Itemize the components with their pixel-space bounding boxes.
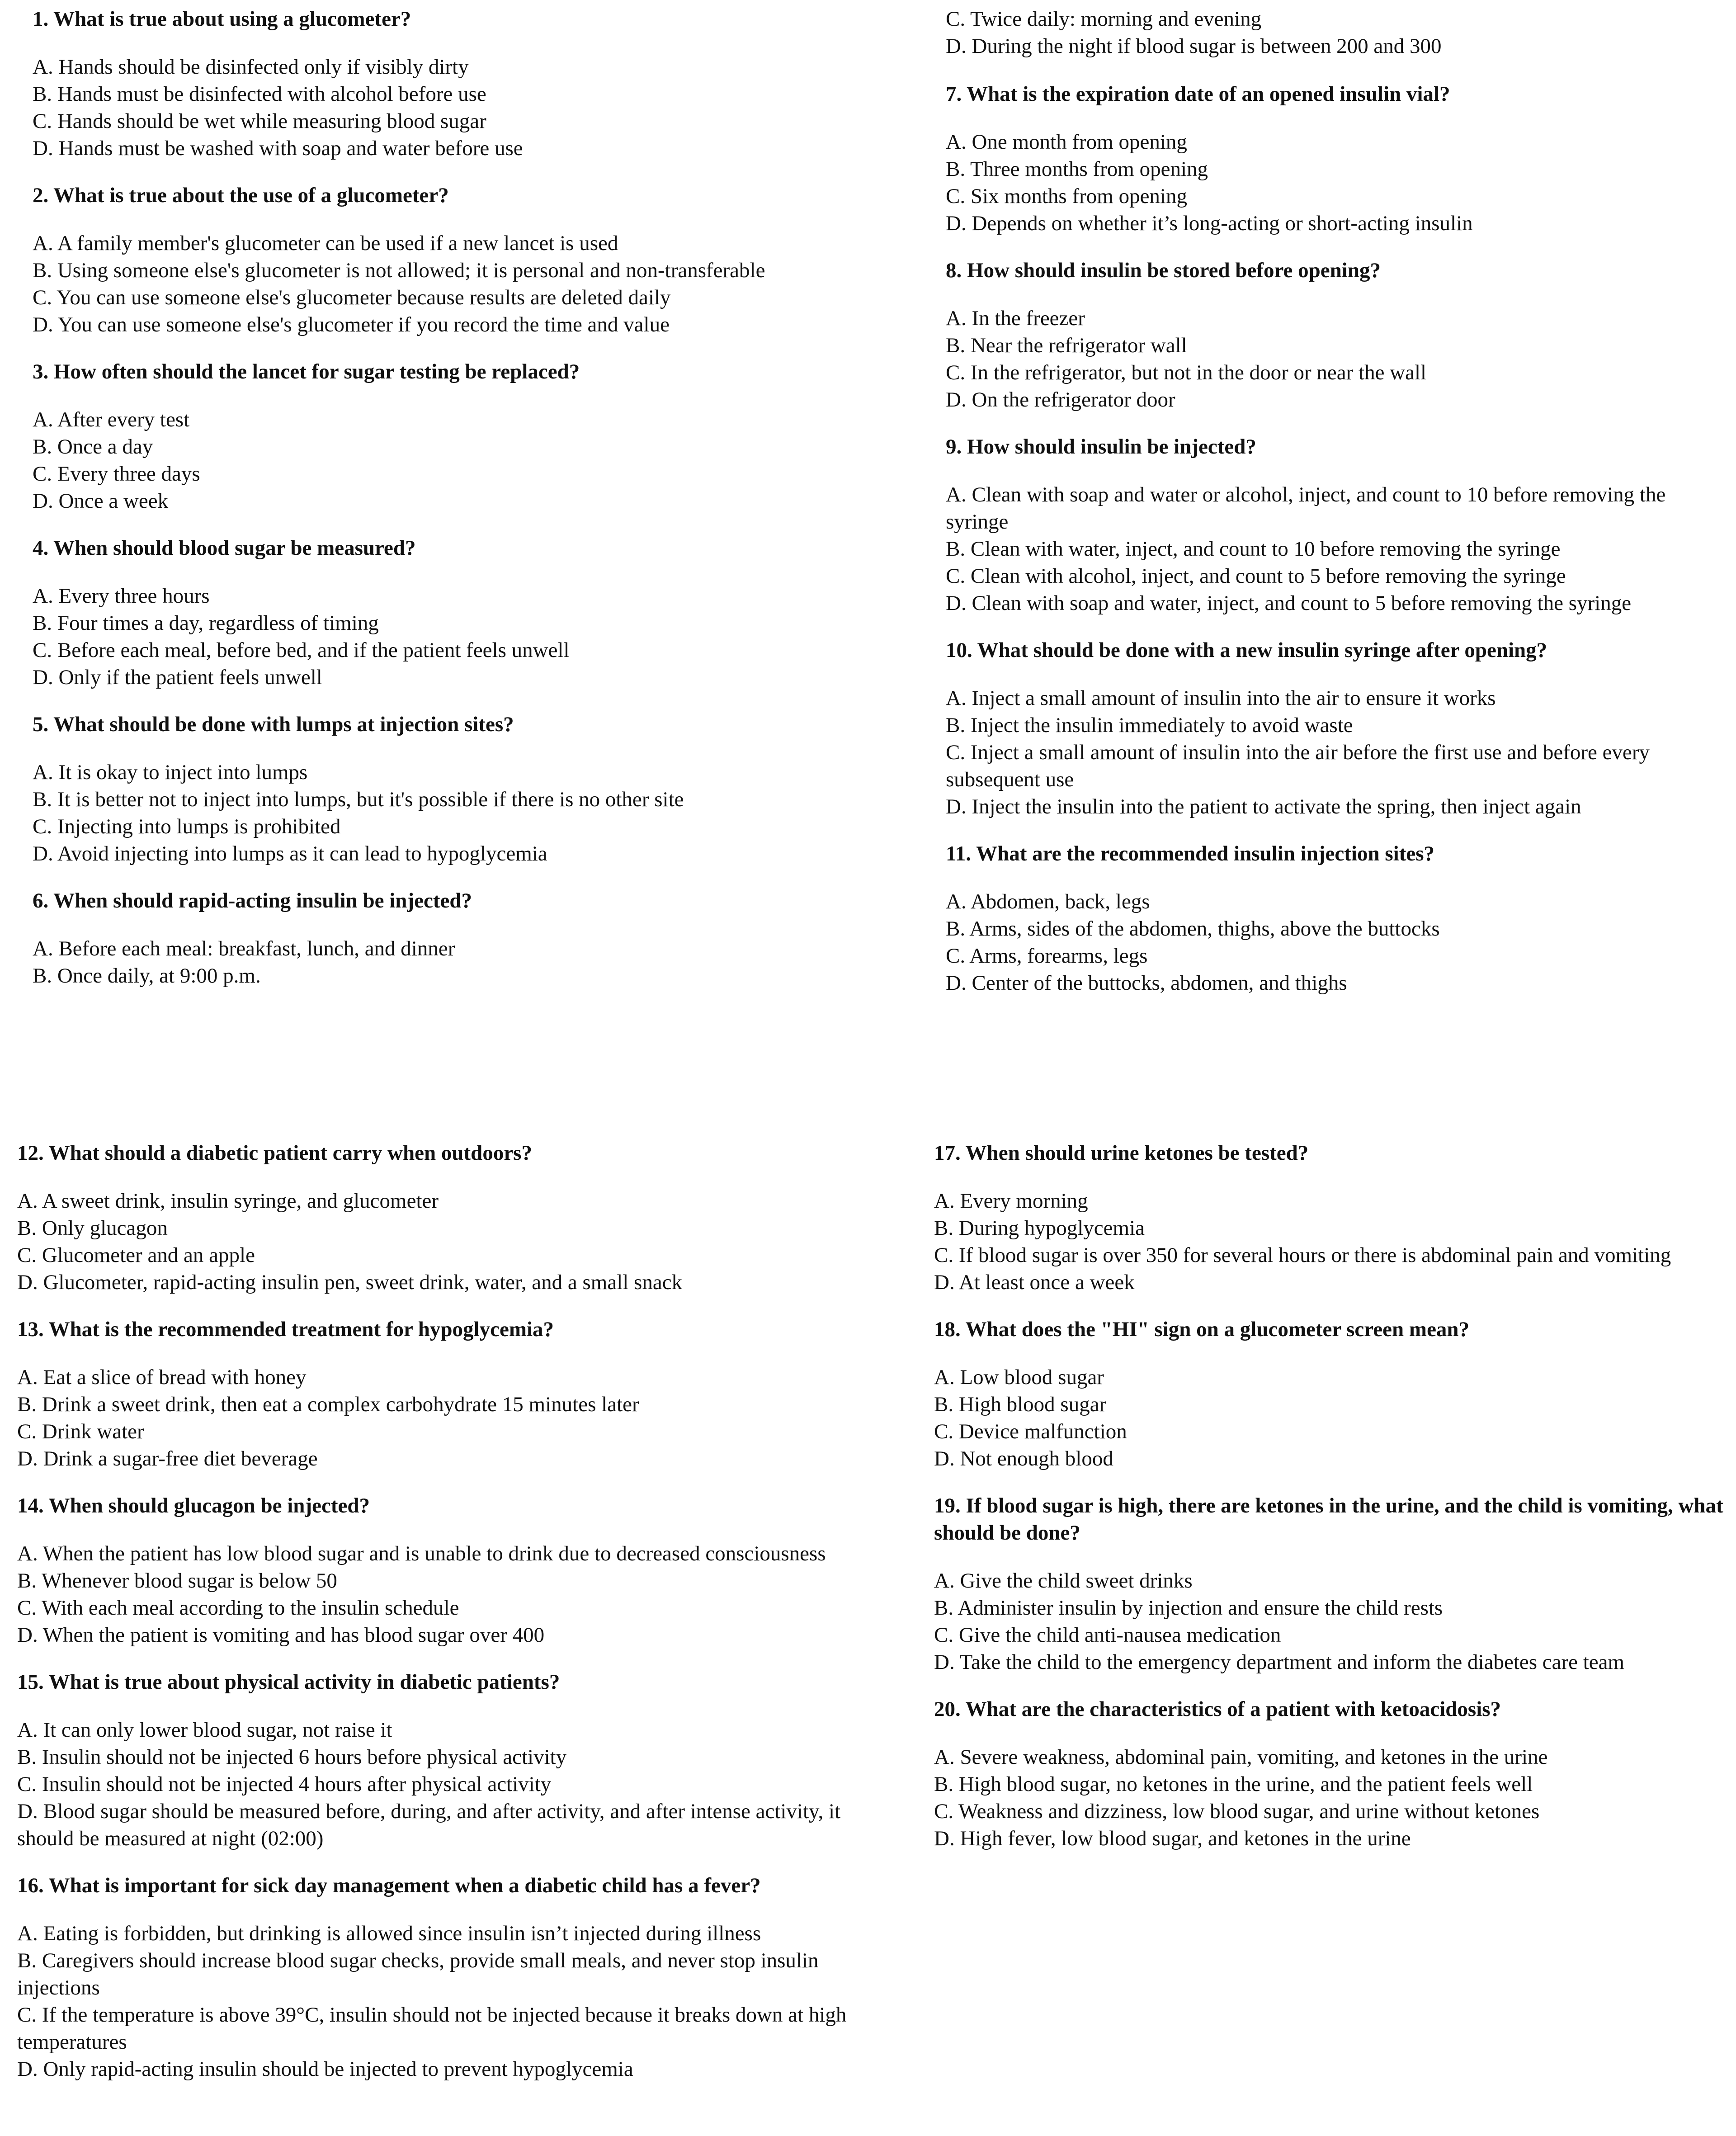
answer-option: A. Abdomen, back, legs	[946, 890, 1150, 913]
question-title: 17. When should urine ketones be tested?	[934, 1141, 1309, 1165]
answer-option: B. Hands must be disinfected with alcohol before use	[33, 82, 486, 106]
answer-option: B. Inject the insulin immediately to avoid waste	[946, 714, 1353, 737]
quiz-panel-top-right	[946, 5, 1723, 1016]
answer-option: C. Device malfunction	[934, 1420, 1127, 1443]
answer-option: D. During the night if blood sugar is between 200 and 300	[946, 34, 1442, 58]
answer-option: D. You can use someone else's glucometer if you record the time and value	[33, 313, 670, 336]
answer-option: B. Whenever blood sugar is below 50	[17, 1569, 337, 1593]
question-6-continued-options	[946, 5, 1723, 60]
question-block	[33, 534, 855, 691]
answer-option: D. Only rapid-acting insulin should be injected to prevent hypoglycemia	[17, 2057, 633, 2081]
answer-option: B. Once daily, at 9:00 p.m.	[33, 964, 261, 988]
answer-option: B. Near the refrigerator wall	[946, 334, 1187, 357]
answer-option: B. Administer insulin by injection and ensure the child rests	[934, 1596, 1443, 1620]
question-title: 13. What is the recommended treatment for hypoglycemia?	[17, 1318, 554, 1341]
answer-option: D. Depends on whether it’s long-acting or short-acting insulin	[946, 212, 1473, 235]
answer-option: A. It is okay to inject into lumps	[33, 761, 308, 784]
answer-option: A. In the freezer	[946, 307, 1085, 330]
answer-option: B. Clean with water, inject, and count to 10 before removing the syringe	[946, 537, 1561, 561]
answer-option: B. High blood sugar	[934, 1393, 1107, 1416]
question-title: 6. When should rapid-acting insulin be injected?	[33, 889, 472, 912]
answer-option: A. Every morning	[934, 1189, 1088, 1213]
answer-option: B. Arms, sides of the abdomen, thighs, above the buttocks	[946, 917, 1440, 940]
question-spacer	[17, 1899, 858, 1920]
question-title: 12. What should a diabetic patient carry when outdoors?	[17, 1141, 532, 1165]
answer-option: C. Six months from opening	[946, 184, 1187, 208]
quiz-panel-bottom-left	[17, 1139, 858, 2103]
question-spacer	[946, 108, 1723, 128]
question-spacer	[33, 562, 855, 582]
answer-option: A. Eat a slice of bread with honey	[17, 1366, 307, 1389]
question-block	[946, 80, 1723, 237]
answer-option: B. Drink a sweet drink, then eat a complex carbohydrate 15 minutes later	[17, 1393, 639, 1416]
answer-option: B. Insulin should not be injected 6 hours before physical activity	[17, 1745, 567, 1769]
question-spacer	[17, 1519, 858, 1540]
answer-option: B. Three months from opening	[946, 157, 1208, 181]
answer-option: C. If blood sugar is over 350 for several hours or there is abdominal pain and vomiting	[934, 1243, 1671, 1267]
question-block	[17, 1139, 858, 1296]
answer-option: C. With each meal according to the insulin schedule	[17, 1596, 459, 1620]
answer-option: D. Only if the patient feels unwell	[33, 666, 322, 689]
question-title: 2. What is true about the use of a glucometer?	[33, 184, 449, 207]
answer-option: A. Severe weakness, abdominal pain, vomiting, and ketones in the urine	[934, 1745, 1548, 1769]
answer-option: B. Caregivers should increase blood sugar checks, provide small meals, and never stop insulin injections	[17, 1949, 819, 1999]
question-title: 9. How should insulin be injected?	[946, 435, 1256, 458]
question-block	[33, 887, 855, 989]
question-title: 7. What is the expiration date of an opened insulin vial?	[946, 82, 1450, 106]
answer-option: A. Eating is forbidden, but drinking is allowed since insulin isn’t injected during illness	[17, 1922, 761, 1945]
question-block	[17, 1492, 858, 1649]
answer-option: C. In the refrigerator, but not in the door or near the wall	[946, 361, 1427, 384]
question-spacer	[17, 1167, 858, 1187]
answer-option: C. Every three days	[33, 462, 200, 486]
question-block	[934, 1696, 1730, 1852]
answer-option: C. Clean with alcohol, inject, and count to 5 before removing the syringe	[946, 564, 1566, 588]
question-block	[946, 637, 1723, 820]
answer-option: D. Blood sugar should be measured before, during, and after activity, and after intense activity, it should be measured at night (02:00)	[17, 1800, 841, 1850]
question-block	[33, 711, 855, 867]
question-spacer	[946, 664, 1723, 685]
question-title: 20. What are the characteristics of a patient with ketoacidosis?	[934, 1697, 1501, 1721]
answer-option: A. A sweet drink, insulin syringe, and glucometer	[17, 1189, 439, 1213]
answer-option: B. Four times a day, regardless of timing	[33, 611, 379, 635]
question-block	[33, 358, 855, 515]
answer-option: A. Low blood sugar	[934, 1366, 1104, 1389]
answer-option: D. High fever, low blood sugar, and ketones in the urine	[934, 1827, 1411, 1850]
answer-option: C. You can use someone else's glucometer because results are deleted daily	[33, 286, 671, 309]
answer-option: D. Not enough blood	[934, 1447, 1113, 1470]
answer-option: A. One month from opening	[946, 130, 1187, 154]
answer-option: D. On the refrigerator door	[946, 388, 1175, 411]
question-spacer	[934, 1167, 1730, 1187]
answer-option: A. It can only lower blood sugar, not raise it	[17, 1718, 392, 1742]
answer-option: D. Glucometer, rapid-acting insulin pen, sweet drink, water, and a small snack	[17, 1271, 683, 1294]
question-spacer	[33, 209, 855, 230]
question-title: 1. What is true about using a glucometer?	[33, 7, 411, 31]
answer-option: D. Center of the buttocks, abdomen, and thighs	[946, 971, 1347, 995]
answer-option: B. Only glucagon	[17, 1216, 168, 1240]
answer-option: C. Insulin should not be injected 4 hours after physical activity	[17, 1772, 552, 1796]
question-block	[934, 1316, 1730, 1472]
question-title: 15. What is true about physical activity in diabetic patients?	[17, 1670, 560, 1694]
answer-option: D. Avoid injecting into lumps as it can lead to hypoglycemia	[33, 842, 547, 865]
question-spacer	[934, 1343, 1730, 1364]
question-spacer	[946, 867, 1723, 888]
answer-option: B. High blood sugar, no ketones in the urine, and the patient feels well	[934, 1772, 1533, 1796]
answer-option: A. Before each meal: breakfast, lunch, and dinner	[33, 937, 455, 960]
question-spacer	[33, 914, 855, 935]
answer-option: D. Clean with soap and water, inject, and count to 5 before removing the syringe	[946, 591, 1632, 615]
answer-option: D. Drink a sugar-free diet beverage	[17, 1447, 318, 1470]
answer-option: B. Once a day	[33, 435, 153, 458]
answer-option: A. A family member's glucometer can be used if a new lancet is used	[33, 232, 618, 255]
question-title: 5. What should be done with lumps at injection sites?	[33, 713, 514, 736]
answer-option: C. Arms, forearms, legs	[946, 944, 1148, 968]
answer-option: C. Glucometer and an apple	[17, 1243, 255, 1267]
question-title: 19. If blood sugar is high, there are ketones in the urine, and the child is vomiting, what should be done?	[934, 1494, 1723, 1545]
question-spacer	[33, 738, 855, 759]
answer-option: C. Inject a small amount of insulin into the air before the first use and before every subsequent use	[946, 741, 1650, 791]
answer-option: A. After every test	[33, 408, 190, 431]
question-title: 18. What does the "HI" sign on a glucometer screen mean?	[934, 1318, 1470, 1341]
question-title: 4. When should blood sugar be measured?	[33, 536, 416, 560]
question-title: 11. What are the recommended insulin injection sites?	[946, 842, 1434, 865]
question-block	[33, 5, 855, 162]
answer-option: B. During hypoglycemia	[934, 1216, 1145, 1240]
answer-option: A. Every three hours	[33, 584, 210, 608]
answer-option: C. Injecting into lumps is prohibited	[33, 815, 341, 838]
question-spacer	[946, 284, 1723, 305]
question-block	[33, 182, 855, 338]
question-block	[17, 1316, 858, 1472]
question-spacer	[17, 1696, 858, 1716]
question-spacer	[33, 385, 855, 406]
answer-option: C. Before each meal, before bed, and if the patient feels unwell	[33, 638, 570, 662]
question-block	[17, 1668, 858, 1852]
answer-option: D. When the patient is vomiting and has blood sugar over 400	[17, 1623, 545, 1647]
answer-option: A. Hands should be disinfected only if visibly dirty	[33, 55, 469, 79]
question-spacer	[934, 1546, 1730, 1567]
question-title: 10. What should be done with a new insulin syringe after opening?	[946, 638, 1547, 662]
question-spacer	[934, 1723, 1730, 1744]
answer-option: D. Take the child to the emergency department and inform the diabetes care team	[934, 1650, 1625, 1674]
question-block	[946, 840, 1723, 997]
question-block	[946, 257, 1723, 413]
question-title: 14. When should glucagon be injected?	[17, 1494, 370, 1517]
answer-option: D. At least once a week	[934, 1271, 1135, 1294]
question-block	[946, 433, 1723, 617]
question-block	[934, 1139, 1730, 1296]
answer-option: C. Drink water	[17, 1420, 144, 1443]
answer-option: A. Give the child sweet drinks	[934, 1569, 1193, 1593]
answer-option: D. Hands must be washed with soap and water before use	[33, 137, 523, 160]
question-title: 16. What is important for sick day management when a diabetic child has a fever?	[17, 1874, 761, 1897]
answer-option: B. It is better not to inject into lumps, but it's possible if there is no other site	[33, 788, 684, 811]
answer-option: D. Once a week	[33, 489, 169, 513]
answer-option: B. Using someone else's glucometer is not allowed; it is personal and non-transferable	[33, 259, 765, 282]
question-spacer	[33, 33, 855, 53]
question-title: 3. How often should the lancet for sugar testing be replaced?	[33, 360, 580, 383]
question-spacer	[946, 460, 1723, 481]
answer-option: C. If the temperature is above 39°C, insulin should not be injected because it breaks down at high temperatures	[17, 2003, 847, 2054]
question-title: 8. How should insulin be stored before opening?	[946, 259, 1381, 282]
answer-option: C. Give the child anti-nausea medication	[934, 1623, 1281, 1647]
answer-option: D. Inject the insulin into the patient to activate the spring, then inject again	[946, 795, 1581, 818]
quiz-panel-bottom-right	[934, 1139, 1730, 1872]
answer-option: A. When the patient has low blood sugar and is unable to drink due to decreased consciousness	[17, 1542, 826, 1565]
question-spacer	[17, 1343, 858, 1364]
quiz-panel-top-left	[33, 5, 855, 1009]
answer-option: C. Weakness and dizziness, low blood sugar, and urine without ketones	[934, 1800, 1540, 1823]
answer-option: C. Hands should be wet while measuring blood sugar	[33, 109, 486, 133]
answer-option: C. Twice daily: morning and evening	[946, 7, 1262, 31]
answer-option: A. Clean with soap and water or alcohol, inject, and count to 10 before removing the syringe	[946, 483, 1666, 534]
question-block	[17, 1872, 858, 2083]
answer-option: A. Inject a small amount of insulin into the air to ensure it works	[946, 686, 1496, 710]
question-block	[934, 1492, 1730, 1676]
